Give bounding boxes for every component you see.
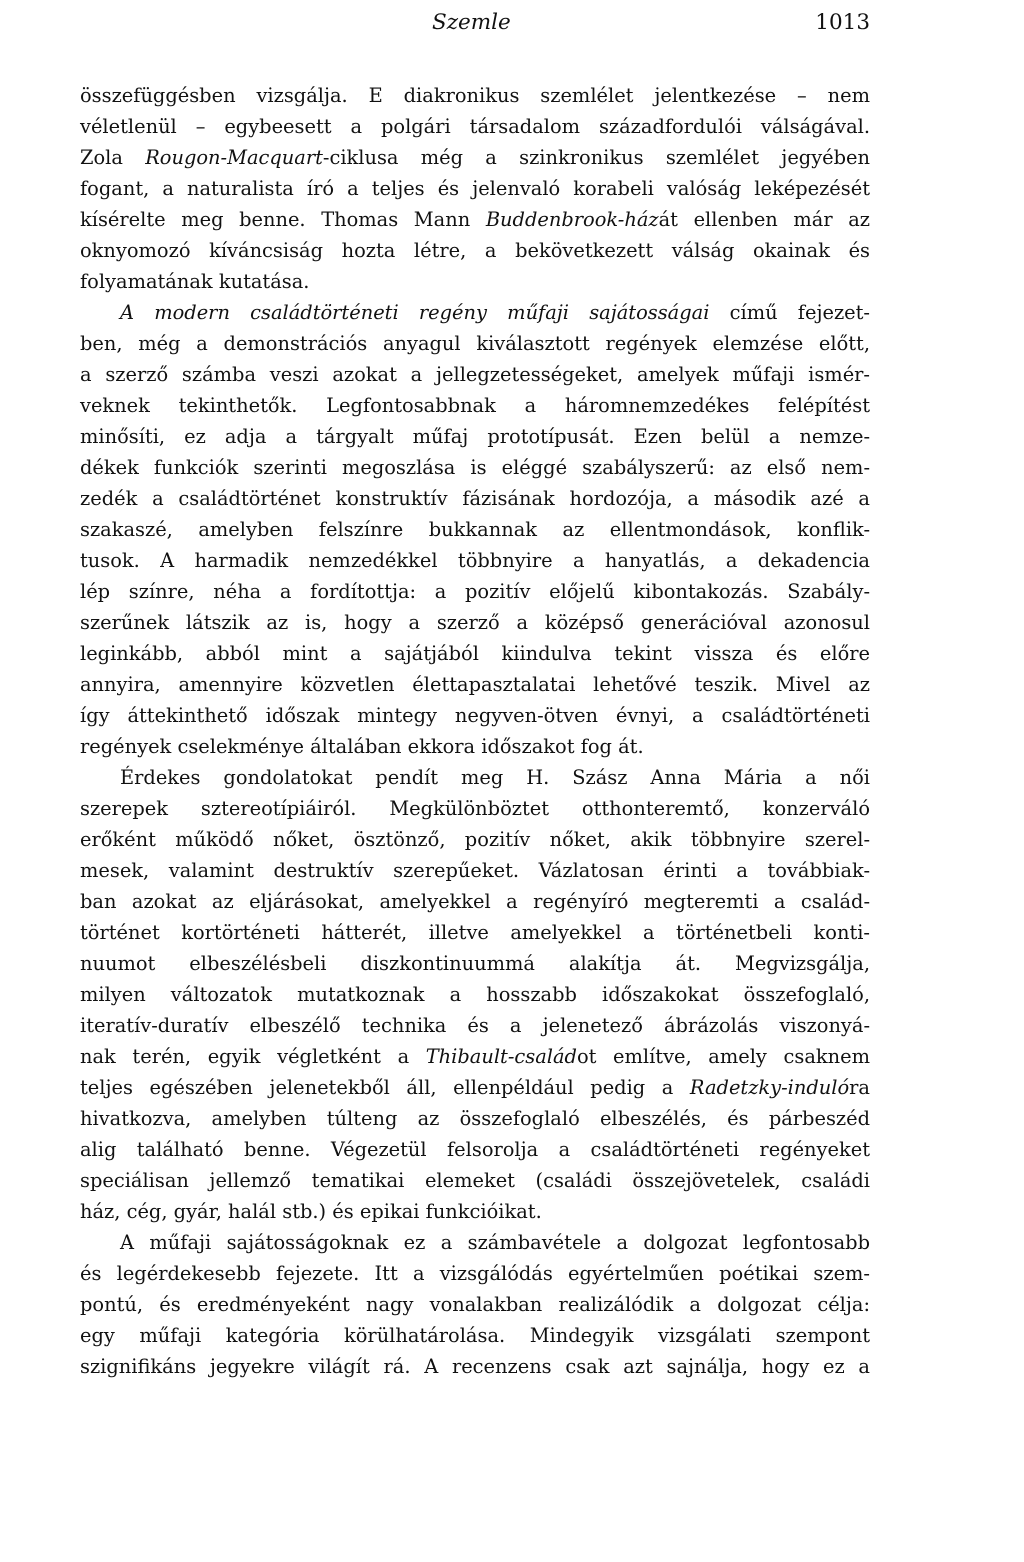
italic-title: Radetzky-induló [689,1076,850,1099]
paragraph [80,80,870,297]
text-line: zedék a családtörténet konstruktív fázisának hordozója, a második azé a [80,487,870,510]
text-line: oknyomozó kíváncsiság hozta létre, a bekövetkezett válság okainak és [80,239,870,262]
text-line: regények cselekménye általában ekkora időszakot fog át. [80,735,644,758]
text-line: erőként működő nőket, ösztönző, pozitív nőket, akik többnyire szerel- [80,828,870,851]
text-line: kísérelte meg benne. Thomas Mann Buddenbrook-házát ellenben már az [80,208,871,231]
text-line: folyamatának kutatása. [80,270,310,293]
article-body [80,80,870,1382]
text-line: tusok. A harmadik nemzedékkel többnyire a hanyatlás, a dekadencia [80,549,870,572]
running-title: Szemle [432,10,511,35]
text-line: nak terén, egyik végletként a Thibault-családot említve, amely csaknem [80,1045,870,1068]
text-line: speciálisan jellemző tematikai elemeket (családi összejövetelek, családi [80,1169,870,1192]
text-line: Zola Rougon-Macquart-ciklusa még a szinkronikus szemlélet jegyében [80,146,871,169]
italic-title: A modern családtörténeti regény műfaji sajátosságai [120,301,710,324]
text-line: és legérdekesebb fejezete. Itt a vizsgálódás egyértelműen poétikai szem- [80,1262,870,1285]
text-line: véletlenül – egybeesett a polgári társadalom századfordulói válságával. [80,115,870,138]
text-line: történet kortörténeti hátterét, illetve amelyekkel a történetbeli konti- [80,921,870,944]
text-line: leginkább, abból mint a sajátjából kiindulva tekint vissza és előre [80,642,870,665]
text-line: szakaszé, amelyben felszínre bukkannak az ellentmondások, konflik- [80,518,870,541]
text-line: szerepek sztereotípiáiról. Megkülönböztet otthonteremtő, konzerváló [80,797,870,820]
text-line: alig található benne. Végezetül felsorolja a családtörténeti regényeket [80,1138,870,1161]
text-line: hivatkozva, amelyben túlteng az összefoglaló elbeszélés, és párbeszéd [80,1107,870,1130]
text-line: ben, még a demonstrációs anyagul kiválasztott regények elemzése előtt, [80,332,870,355]
text-line: lép színre, néha a fordítottja: a pozitív előjelű kibontakozás. Szabály- [80,580,870,603]
text-line: szignifikáns jegyekre világít rá. A recenzens csak azt sajnálja, hogy ez a [80,1355,870,1378]
paragraph [80,1227,870,1382]
text-line: pontú, és eredményeként nagy vonalakban realizálódik a dolgozat célja: [80,1293,870,1316]
text-line: teljes egészében jelenetekből áll, ellenpéldául pedig a Radetzky-indulóra [80,1076,870,1099]
italic-title: Rougon-Macquart [145,146,323,169]
text-line: egy műfaji kategória körülhatárolása. Mindegyik vizsgálati szempont [80,1324,870,1347]
text-line: dékek funkciók szerinti megoszlása is eléggé szabályszerű: az első nem- [80,456,870,479]
text-line: annyira, amennyire közvetlen élettapasztalatai lehetővé teszik. Mivel az [80,673,870,696]
italic-title: Thibault-család [425,1045,577,1068]
running-header [80,6,870,42]
text-line: összefüggésben vizsgálja. E diakronikus szemlélet jelentkezése – nem [80,84,870,107]
text-line: nuumot elbeszélésbeli diszkontinuummá alakítja át. Megvizsgálja, [80,952,870,975]
text-line: minősíti, ez adja a tárgyalt műfaj prototípusát. Ezen belül a nemze- [80,425,870,448]
paragraph [80,762,870,1227]
text-line: iteratív-duratív elbeszélő technika és a jelenetező ábrázolás viszonyá- [80,1014,870,1037]
text-line: A modern családtörténeti regény műfaji sajátosságai című fejezet- [120,301,870,324]
paragraph [80,297,870,762]
text-line: fogant, a naturalista író a teljes és jelenvaló korabeli valóság leképezését [80,177,870,200]
page-number: 1013 [815,10,870,35]
text-line: mesek, valamint destruktív szerepűeket. Vázlatosan érinti a továbbiak- [80,859,870,882]
text-line: A műfaji sajátosságoknak ez a számbavétele a dolgozat legfontosabb [120,1231,870,1254]
text-line: milyen változatok mutatkoznak a hosszabb időszakokat összefoglaló, [80,983,870,1006]
text-line: ban azokat az eljárásokat, amelyekkel a regényíró megteremti a család- [80,890,870,913]
text-line: szerűnek látszik az is, hogy a szerző a középső generációval azonosul [80,611,870,634]
italic-title: Buddenbrook-ház [485,208,659,231]
text-line: veknek tekinthetők. Legfontosabbnak a háromnemzedékes felépítést [80,394,870,417]
text-line: ház, cég, gyár, halál stb.) és epikai funkcióikat. [80,1200,542,1223]
text-line: a szerző számba veszi azokat a jellegzetességeket, amelyek műfaji ismér- [80,363,870,386]
text-line: így áttekinthető időszak mintegy negyven-ötven évnyi, a családtörténeti [80,704,870,727]
text-line: Érdekes gondolatokat pendít meg H. Szász Anna Mária a női [120,766,870,789]
